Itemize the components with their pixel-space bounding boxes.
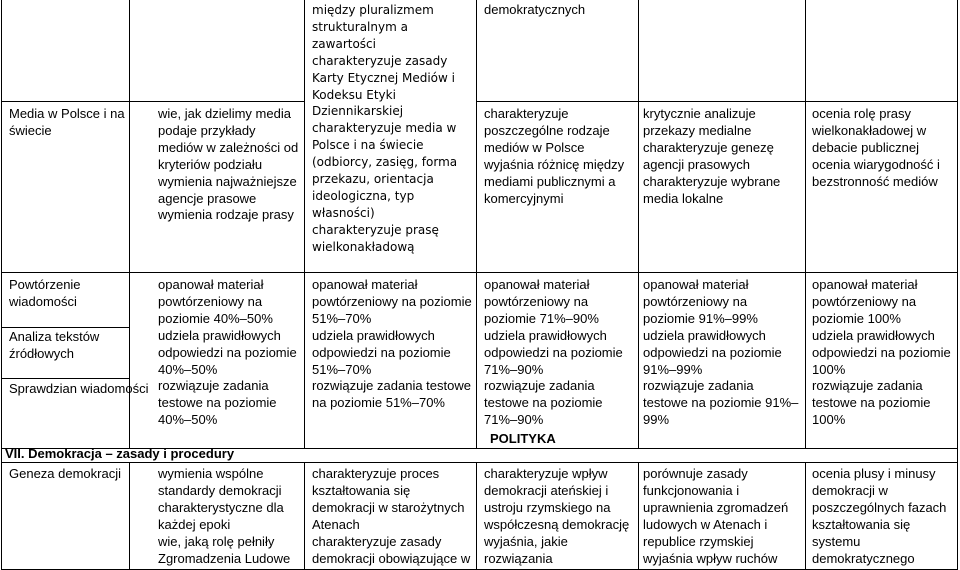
table-border-c3	[476, 0, 477, 448]
table-border-right	[957, 0, 958, 570]
row-border-sprawdzian	[1, 378, 129, 379]
repeat-c5: opanował materiał powtórzeniowy na poziomie 100% udziela prawidłowych odpowiedzi na poziomie 100% rozwiązuje zadania testowe na poziomie 100%	[812, 277, 951, 428]
table-border-left	[1, 0, 2, 570]
row-border-analiza	[1, 327, 129, 328]
table-border-c1b	[129, 462, 130, 570]
repeat-c3: opanował materiał powtórzeniowy na poziomie 71%–90% udziela prawidłowych odpowiedzi na poziomie 71%–90% rozwiązuje zadania testowe na poziomie 71%–90%	[484, 277, 623, 428]
repeat-c4: opanował materiał powtórzeniowy na poziomie 91%–99% udziela prawidłowych odpowiedzi na poziomie 91%–99% rozwiązuje zadania testowe na poziomie 91%–99%	[643, 277, 799, 428]
col3-top-text: demokratycznych	[484, 2, 586, 17]
topic-sprawdzian: Sprawdzian wiadomości	[9, 381, 149, 396]
repeat-c1: opanował materiał powtórzeniowy na poziomie 40%–50% udziela prawidłowych odpowiedzi na poziomie 40%–50% rozwiązuje zadania testowe na poziomie 40%–50%	[158, 277, 297, 428]
repeat-c2: opanował materiał powtórzeniowy na poziomie 51%–70% udziela prawidłowych odpowiedzi na poziomie 51%–70% rozwiązuje zadania testowe na poziomie 51%–70%	[312, 277, 472, 411]
politics-label: POLITYKA	[490, 431, 556, 446]
table-border-c5	[805, 0, 806, 448]
genesis-topic: Geneza demokracji	[9, 466, 121, 481]
section-title: VII. Demokracja – zasady i procedury	[5, 446, 235, 461]
row-border-top-media	[1, 101, 129, 102]
table-border-c3b	[476, 462, 477, 570]
table-border-c4	[638, 0, 639, 448]
media-c4: krytycznie analizuje przekazy medialne charakteryzuje genezę agencji prasowych charakteryzuje wybrane media lokalne	[643, 106, 781, 206]
genesis-c4: porównuje zasady funkcjonowania i uprawnienia zgromadzeń ludowych w Atenach i republice rzymskiej wyjaśnia wpływ ruchów	[643, 466, 789, 566]
row-border-top-media-c1	[129, 101, 304, 102]
media-topic: Media w Polsce i na świecie	[9, 106, 125, 138]
table-border-c2	[304, 0, 305, 448]
genesis-c2: charakteryzuje proces kształtowania się demokracji w starożytnych Atenach charakteryzuje zasady demokracji obowiązujące w	[312, 466, 471, 566]
row-border-top-media-rest	[476, 101, 958, 102]
genesis-c5: ocenia plusy i minusy demokracji w poszczególnych fazach kształtowania się systemu demokratycznego	[812, 466, 947, 566]
media-c3: charakteryzuje poszczególne rodzaje mediów w Polsce wyjaśnia różnicę między mediami publicznymi a komercyjnymi	[484, 106, 625, 206]
topic-powtorzenie: Powtórzenie wiadomości	[9, 277, 81, 309]
genesis-c1: wymienia wspólne standardy demokracji charakterystyczne dla każdej epoki wie, jaką rolę pełniły Zgromadzenia Ludowe	[158, 466, 291, 566]
genesis-c3: charakteryzuje wpływ demokracji ateńskiej i ustroju rzymskiego na współczesną demokrację wyjaśnia, jakie rozwiązania	[484, 466, 630, 566]
media-c5: ocenia rolę prasy wielkonakładowej w debacie publicznej ocenia wiarygodność i bezstronność mediów	[812, 106, 940, 189]
table-border-c2b	[304, 462, 305, 570]
row-border-top-repeat	[1, 272, 958, 273]
media-c1: wie, jak dzielimy media podaje przykłady mediów w zależności od kryteriów podziału wymienia najważniejsze agencje prasowe wymienia rodzaje prasy	[158, 106, 299, 223]
table-border-c4b	[638, 462, 639, 570]
topic-analiza: Analiza tekstów źródłowych	[9, 329, 100, 361]
col2-top-text: między pluralizmem strukturalnym a zawartości charakteryzuje zasady Karty Etycznej Mediów i Kodeksu Etyki Dziennikarskiej charakteryzuje media w Polsce i na świecie (odbiorcy, zasięg, forma przekazu, orientacja ideologiczna, typ własności) charakteryzuje prasę wielkonakładową	[312, 3, 458, 254]
table-border-c5b	[805, 462, 806, 570]
